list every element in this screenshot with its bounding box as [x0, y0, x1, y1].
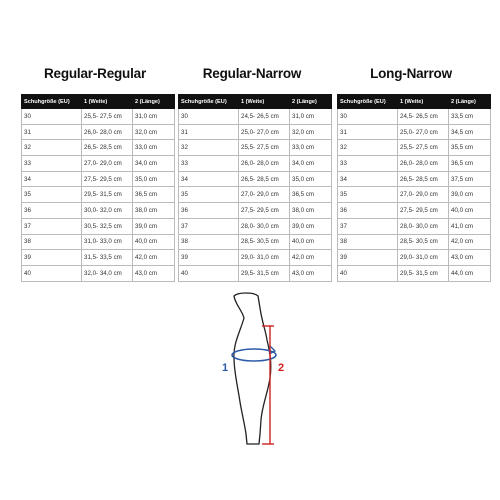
cell-width: 29,5- 31,5 cm [82, 187, 133, 203]
cell-width: 28,5- 30,5 cm [239, 234, 290, 250]
size-table [178, 94, 332, 282]
cell-length: 35,0 cm [290, 171, 332, 187]
table-row [22, 171, 175, 187]
header-width: 1 (Weite) [239, 95, 290, 109]
cell-width: 27,0- 29,0 cm [239, 187, 290, 203]
cell-length: 32,0 cm [290, 124, 332, 140]
cell-length: 42,0 cm [133, 250, 175, 266]
cell-width: 28,0- 30,0 cm [239, 218, 290, 234]
cell-width: 27,0- 29,0 cm [82, 156, 133, 172]
cell-length: 33,0 cm [290, 140, 332, 156]
table-row [338, 124, 491, 140]
cell-shoe-size: 30 [338, 109, 398, 125]
cell-shoe-size: 32 [179, 140, 239, 156]
cell-shoe-size: 38 [338, 234, 398, 250]
cell-length: 32,0 cm [133, 124, 175, 140]
cell-length: 39,0 cm [449, 187, 491, 203]
cell-width: 26,0- 28,0 cm [82, 124, 133, 140]
cell-shoe-size: 32 [338, 140, 398, 156]
table-row [179, 156, 332, 172]
cell-shoe-size: 39 [179, 250, 239, 266]
cell-width: 25,5- 27,5 cm [398, 140, 449, 156]
header-shoe-size: Schuhgröße (EU) [179, 95, 239, 109]
table-row [179, 218, 332, 234]
cell-length: 41,0 cm [449, 218, 491, 234]
table-row [338, 218, 491, 234]
cell-width: 29,0- 31,0 cm [239, 250, 290, 266]
cell-length: 42,0 cm [449, 234, 491, 250]
cell-length: 31,0 cm [290, 109, 332, 125]
cell-shoe-size: 38 [179, 234, 239, 250]
cell-shoe-size: 37 [338, 218, 398, 234]
cell-length: 40,0 cm [290, 234, 332, 250]
cell-length: 34,5 cm [449, 124, 491, 140]
leg-measurement-diagram [200, 288, 300, 458]
table-header-row [179, 95, 332, 109]
table-row [179, 250, 332, 266]
cell-width: 25,0- 27,0 cm [398, 124, 449, 140]
cell-length: 33,5 cm [449, 109, 491, 125]
cell-shoe-size: 33 [338, 156, 398, 172]
header-shoe-size: Schuhgröße (EU) [22, 95, 82, 109]
cell-shoe-size: 35 [22, 187, 82, 203]
table-title: Regular-Narrow [202, 66, 302, 81]
table-row [22, 140, 175, 156]
table-row [179, 171, 332, 187]
header-length: 2 (Länge) [290, 95, 332, 109]
table-row [22, 250, 175, 266]
cell-width: 32,0- 34,0 cm [82, 265, 133, 281]
cell-length: 36,5 cm [449, 156, 491, 172]
size-table-regular-narrow [178, 66, 326, 277]
table-row [338, 156, 491, 172]
cell-width: 29,0- 31,0 cm [398, 250, 449, 266]
cell-length: 35,5 cm [449, 140, 491, 156]
table-row [338, 140, 491, 156]
cell-width: 25,5- 27,5 cm [239, 140, 290, 156]
table-row [338, 234, 491, 250]
cell-width: 24,5- 26,5 cm [239, 109, 290, 125]
cell-width: 30,5- 32,5 cm [82, 218, 133, 234]
cell-width: 28,0- 30,0 cm [398, 218, 449, 234]
table-row [22, 265, 175, 281]
table-row [338, 203, 491, 219]
cell-shoe-size: 30 [22, 109, 82, 125]
cell-shoe-size: 31 [338, 124, 398, 140]
cell-length: 33,0 cm [133, 140, 175, 156]
width-label: 1 [222, 362, 229, 374]
table-row [179, 187, 332, 203]
cell-shoe-size: 32 [22, 140, 82, 156]
length-label: 2 [278, 362, 285, 374]
cell-shoe-size: 31 [22, 124, 82, 140]
cell-length: 34,0 cm [290, 156, 332, 172]
table-row [338, 109, 491, 125]
header-width: 1 (Weite) [82, 95, 133, 109]
table-row [179, 265, 332, 281]
cell-length: 35,0 cm [133, 171, 175, 187]
cell-shoe-size: 31 [179, 124, 239, 140]
cell-shoe-size: 40 [22, 265, 82, 281]
table-row [22, 203, 175, 219]
table-row [179, 234, 332, 250]
cell-shoe-size: 40 [179, 265, 239, 281]
cell-shoe-size: 39 [338, 250, 398, 266]
cell-length: 40,0 cm [449, 203, 491, 219]
cell-length: 34,0 cm [133, 156, 175, 172]
table-row [179, 109, 332, 125]
table-row [179, 124, 332, 140]
header-width: 1 (Weite) [398, 95, 449, 109]
cell-shoe-size: 33 [22, 156, 82, 172]
table-row [22, 234, 175, 250]
header-length: 2 (Länge) [449, 95, 491, 109]
table-row [22, 156, 175, 172]
cell-width: 29,5- 31,5 cm [239, 265, 290, 281]
cell-length: 40,0 cm [133, 234, 175, 250]
table-header-row [22, 95, 175, 109]
cell-width: 25,0- 27,0 cm [239, 124, 290, 140]
cell-length: 36,5 cm [133, 187, 175, 203]
cell-width: 31,5- 33,5 cm [82, 250, 133, 266]
table-row [338, 265, 491, 281]
cell-width: 27,5- 29,5 cm [239, 203, 290, 219]
table-header-row [338, 95, 491, 109]
cell-shoe-size: 34 [338, 171, 398, 187]
header-length: 2 (Länge) [133, 95, 175, 109]
size-table-regular-regular [21, 66, 169, 277]
cell-length: 43,0 cm [133, 265, 175, 281]
cell-width: 27,5- 29,5 cm [82, 171, 133, 187]
cell-length: 43,0 cm [449, 250, 491, 266]
table-row [22, 218, 175, 234]
cell-width: 26,5- 28,5 cm [239, 171, 290, 187]
cell-shoe-size: 37 [22, 218, 82, 234]
cell-shoe-size: 36 [22, 203, 82, 219]
table-row [338, 171, 491, 187]
cell-width: 29,5- 31,5 cm [398, 265, 449, 281]
header-shoe-size: Schuhgröße (EU) [338, 95, 398, 109]
cell-width: 26,5- 28,5 cm [82, 140, 133, 156]
cell-shoe-size: 35 [179, 187, 239, 203]
cell-shoe-size: 34 [22, 171, 82, 187]
table-row [338, 187, 491, 203]
table-row [338, 250, 491, 266]
cell-width: 26,5- 28,5 cm [398, 171, 449, 187]
table-row [22, 187, 175, 203]
leg-illustration [200, 288, 300, 458]
cell-width: 31,0- 33,0 cm [82, 234, 133, 250]
cell-shoe-size: 39 [22, 250, 82, 266]
table-row [179, 140, 332, 156]
cell-width: 25,5- 27,5 cm [82, 109, 133, 125]
cell-width: 26,0- 28,0 cm [239, 156, 290, 172]
cell-width: 24,5- 26,5 cm [398, 109, 449, 125]
cell-shoe-size: 40 [338, 265, 398, 281]
cell-length: 39,0 cm [133, 218, 175, 234]
cell-shoe-size: 37 [179, 218, 239, 234]
cell-length: 37,5 cm [449, 171, 491, 187]
cell-shoe-size: 38 [22, 234, 82, 250]
cell-width: 30,0- 32,0 cm [82, 203, 133, 219]
cell-length: 38,0 cm [290, 203, 332, 219]
cell-length: 44,0 cm [449, 265, 491, 281]
table-row [22, 109, 175, 125]
cell-length: 42,0 cm [290, 250, 332, 266]
cell-shoe-size: 30 [179, 109, 239, 125]
cell-shoe-size: 36 [338, 203, 398, 219]
cell-length: 36,5 cm [290, 187, 332, 203]
size-table [21, 94, 175, 282]
size-table [337, 94, 491, 282]
table-title: Long-Narrow [370, 66, 452, 81]
cell-length: 43,0 cm [290, 265, 332, 281]
leg-outline [234, 293, 271, 444]
cell-width: 27,0- 29,0 cm [398, 187, 449, 203]
cell-length: 31,0 cm [133, 109, 175, 125]
table-row [22, 124, 175, 140]
cell-length: 38,0 cm [133, 203, 175, 219]
table-row [179, 203, 332, 219]
cell-shoe-size: 34 [179, 171, 239, 187]
cell-width: 26,0- 28,0 cm [398, 156, 449, 172]
cell-shoe-size: 36 [179, 203, 239, 219]
cell-shoe-size: 33 [179, 156, 239, 172]
cell-length: 39,0 cm [290, 218, 332, 234]
cell-width: 27,5- 29,5 cm [398, 203, 449, 219]
cell-shoe-size: 35 [338, 187, 398, 203]
table-title: Regular-Regular [43, 66, 147, 81]
cell-width: 28,5- 30,5 cm [398, 234, 449, 250]
size-table-long-narrow [337, 66, 485, 277]
